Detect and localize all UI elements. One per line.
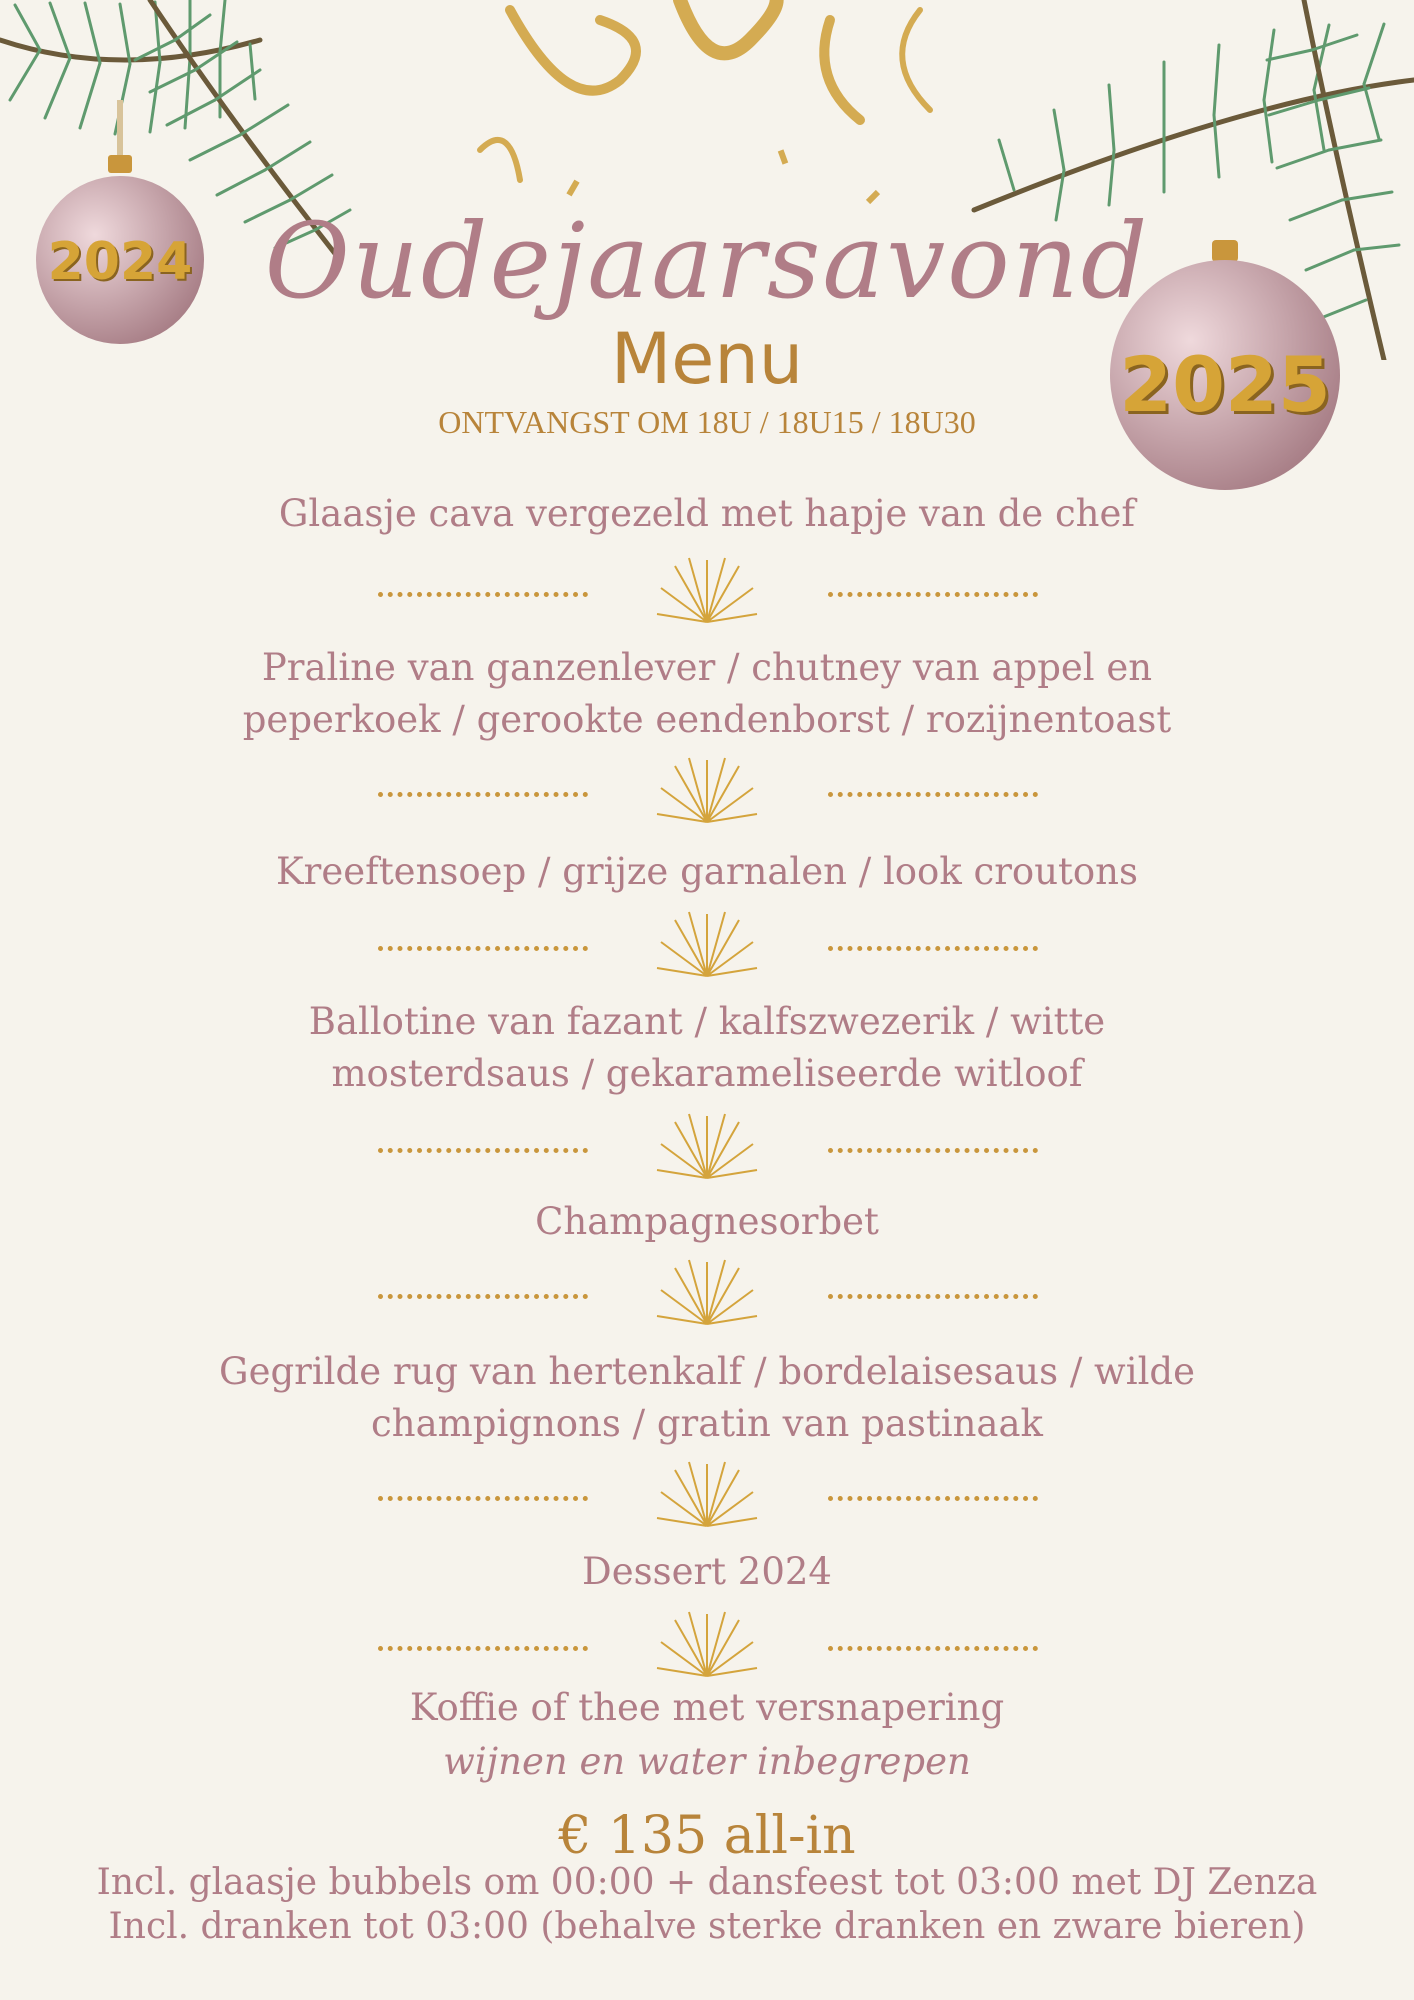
course-8 xyxy=(0,1682,1414,1734)
bauble-year-2024: 2024 xyxy=(47,232,193,292)
gold-ribbon-decoration xyxy=(450,0,970,220)
firework-icon xyxy=(655,1606,759,1686)
divider xyxy=(0,906,1414,986)
dotted-line xyxy=(828,1294,1038,1299)
price: € 135 all-in xyxy=(558,1806,856,1866)
firework-icon xyxy=(655,752,759,832)
course-line: Praline van ganzenlever / chutney van appel en xyxy=(261,646,1153,689)
dotted-line xyxy=(378,1496,588,1501)
course-line: Kreeftensoep / grijze garnalen / look croutons xyxy=(276,850,1138,893)
firework-icon xyxy=(655,906,759,986)
course-line: Ballotine van fazant / kalfszwezerik / witte xyxy=(308,1000,1106,1043)
course-line: Koffie of thee met versnapering xyxy=(409,1686,1005,1729)
wines-note: wijnen en water inbegrepen xyxy=(443,1740,971,1783)
dotted-line xyxy=(828,592,1038,597)
dotted-line xyxy=(828,792,1038,797)
divider xyxy=(0,1254,1414,1334)
course-7 xyxy=(0,1546,1414,1598)
bauble-year-2025: 2025 xyxy=(1119,340,1331,429)
course-2 xyxy=(0,642,1414,746)
course-line: champignons / gratin van pastinaak xyxy=(371,1402,1043,1445)
dotted-line xyxy=(378,1294,588,1299)
divider xyxy=(0,752,1414,832)
firework-icon xyxy=(655,1254,759,1334)
course-line: Gegrilde rug van hertenkalf / bordelaisesaus / wilde xyxy=(219,1350,1195,1393)
dotted-line xyxy=(828,946,1038,951)
course-line: mosterdsaus / gekarameliseerde witloof xyxy=(331,1052,1083,1095)
divider xyxy=(0,1108,1414,1188)
dotted-line xyxy=(828,1148,1038,1153)
dotted-line xyxy=(378,592,588,597)
course-5 xyxy=(0,1196,1414,1248)
course-line: Glaasje cava vergezeld met hapje van de chef xyxy=(278,492,1136,535)
reception-times: ONTVANGST OM 18U / 18U15 / 18U30 xyxy=(438,404,976,440)
divider xyxy=(0,1606,1414,1686)
dotted-line xyxy=(378,946,588,951)
divider xyxy=(0,552,1414,632)
title-script: Oudejaarsavond xyxy=(264,200,1150,322)
course-3 xyxy=(0,846,1414,898)
firework-icon xyxy=(655,552,759,632)
firework-icon xyxy=(655,1108,759,1188)
course-1 xyxy=(0,488,1414,540)
firework-icon xyxy=(655,1456,759,1536)
page-title: Menu xyxy=(610,318,804,400)
course-6 xyxy=(0,1346,1414,1450)
dotted-line xyxy=(828,1496,1038,1501)
dotted-line xyxy=(378,792,588,797)
course-line: Dessert 2024 xyxy=(582,1550,832,1593)
dotted-line xyxy=(828,1646,1038,1651)
inclusion-note-1: Incl. glaasje bubbels om 00:00 + dansfeest tot 03:00 met DJ Zenza xyxy=(96,1862,1318,1903)
divider xyxy=(0,1456,1414,1536)
dotted-line xyxy=(378,1148,588,1153)
course-line: peperkoek / gerookte eendenborst / rozijnentoast xyxy=(242,698,1172,741)
course-4 xyxy=(0,996,1414,1100)
inclusion-note-2: Incl. dranken tot 03:00 (behalve sterke dranken en zware bieren) xyxy=(108,1906,1306,1947)
dotted-line xyxy=(378,1646,588,1651)
course-line: Champagnesorbet xyxy=(535,1200,879,1243)
